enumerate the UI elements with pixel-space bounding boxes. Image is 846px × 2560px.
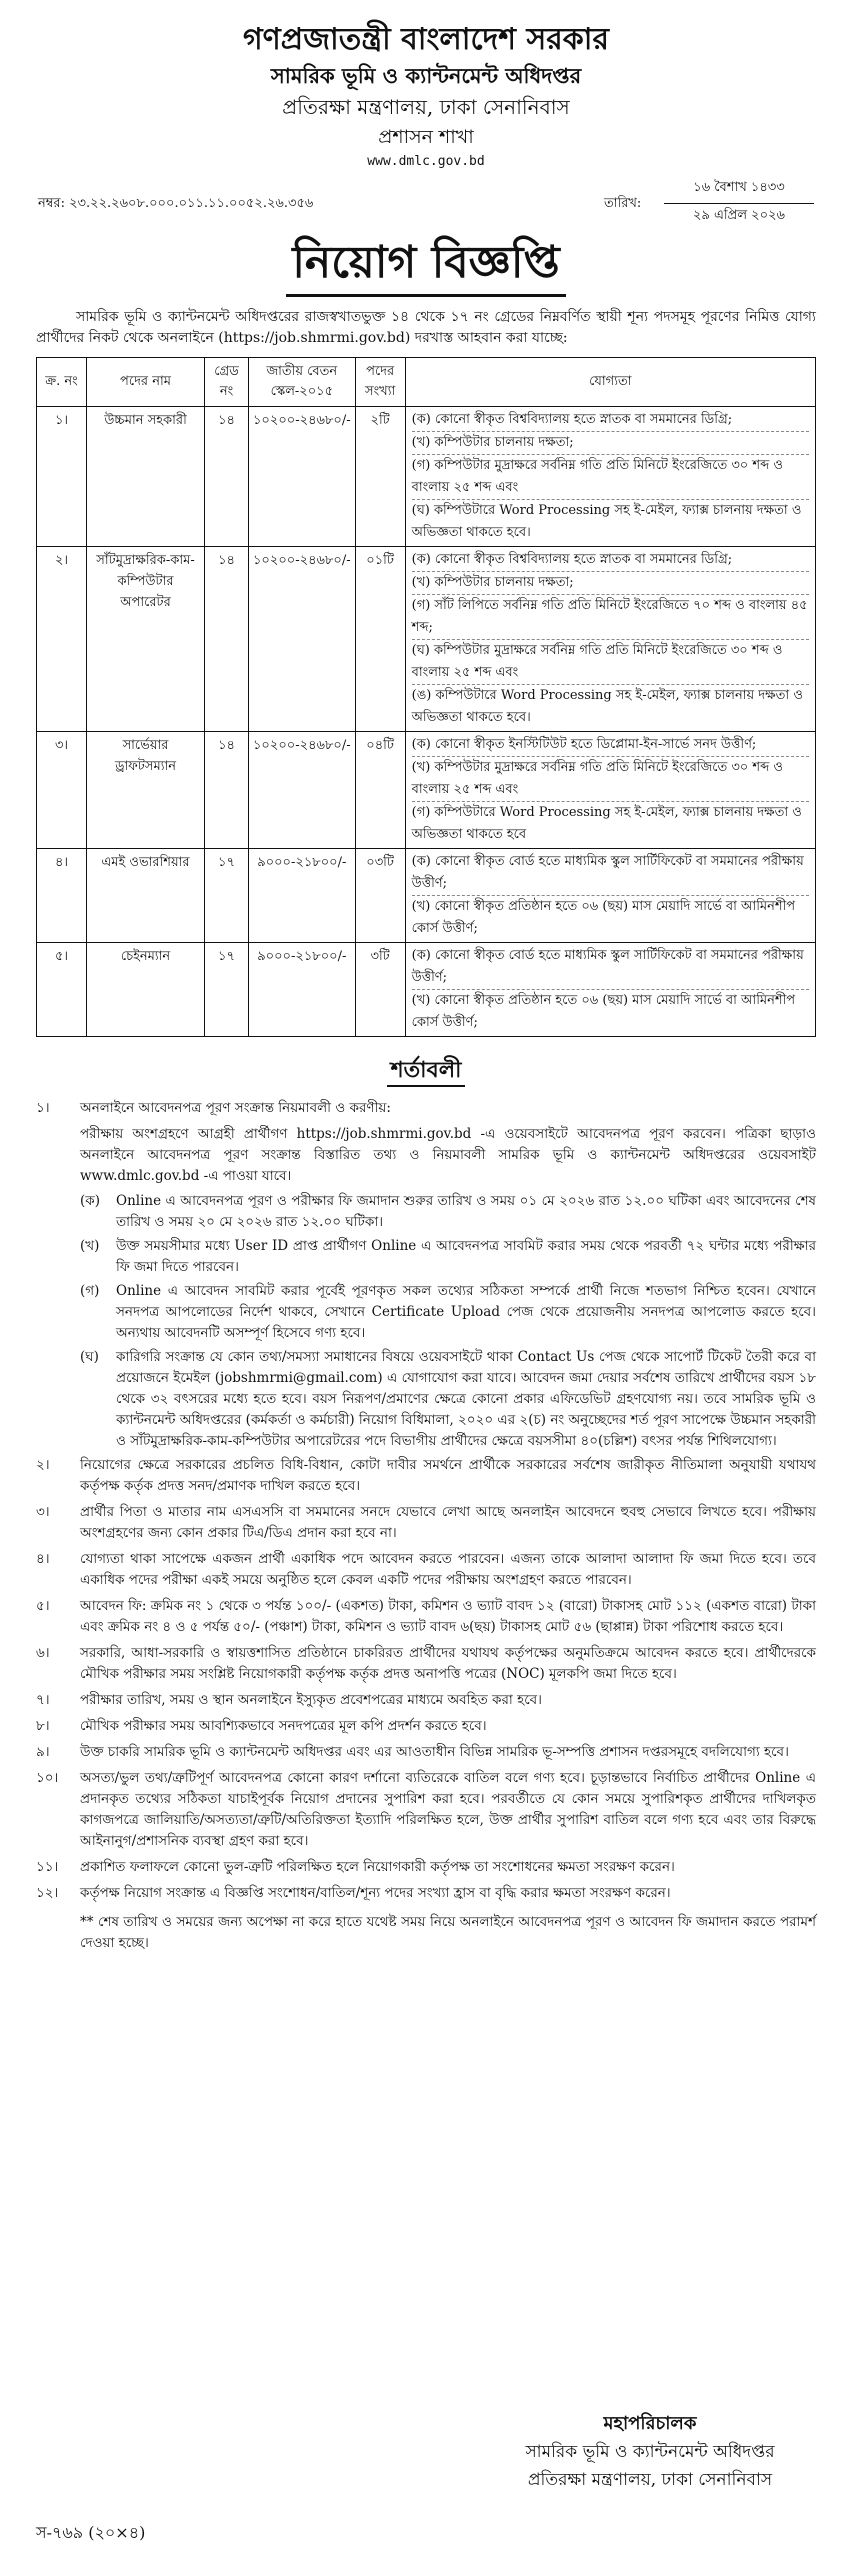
cell-grade: ১৪ — [205, 547, 249, 732]
posts-table — [36, 357, 816, 1037]
col-header-scale: জাতীয় বেতন স্কেল-২০১৫ — [249, 358, 356, 407]
qualification-line: (ক) কোনো স্বীকৃত বোর্ড হতে মাধ্যমিক স্কুল সার্টিফিকেট বা সমমানের পরীক্ষায় উত্তীর্ণ; — [411, 854, 804, 891]
cell-scale: ৯০০০-২১৮০০/- — [249, 849, 356, 943]
col-header-post: পদের নাম — [87, 358, 205, 407]
sub-condition — [80, 1191, 816, 1233]
cell-count: ৩টি — [355, 943, 405, 1037]
notice-title — [36, 234, 816, 297]
col-header-grade: গ্রেড নং — [205, 358, 249, 407]
cell-scale: ১০২০০-২৪৬৮০/- — [249, 732, 356, 849]
date-bangla: ১৬ বৈশাখ ১৪৩৩ — [664, 178, 814, 204]
reference-code: স-৭৬৯ (২০×৪) — [36, 2523, 146, 2542]
qualification-line: (খ) কম্পিউটার চালনায় দক্ষতা; — [412, 431, 809, 454]
cell-grade: ১৪ — [205, 732, 249, 849]
cell-post: চেইনম্যান — [87, 943, 205, 1037]
condition-item — [36, 1596, 816, 1638]
date-label: তারিখ: — [604, 196, 642, 211]
qualification-line: (ক) কোনো স্বীকৃত ইনস্টিটিউট হতে ডিপ্লোমা-ইন-সার্ভে সনদ উত্তীর্ণ; — [411, 737, 757, 752]
condition-item — [36, 1857, 816, 1878]
letterhead — [36, 20, 816, 172]
sub-condition-text: কারিগরি সংক্রান্ত যে কোন তথ্য/সমস্যা সমাধানের বিষয়ে ওয়েবসাইটে থাকা Contact Us পেজ থেকে সাপোর্ট টিকেট তৈরী করে বা প্রয়োজনে ইমেইল (jobshmrmi@gmail.com) এ যোগাযোগ করা যাবে। আবেদন জমা দেয়ার সর্বশেষ তারিখে প্রার্থীদের বয়স ১৮ থেকে ৩২ বৎসরের মধ্যে হতে হবে। বয়স নিরূপণ/প্রমাণের ক্ষেত্রে কোনো প্রকার এফিডেভিট গ্রহণযোগ্য নয়। তবে সামরিক ভূমি ও ক্যান্টনমেন্ট অধিদপ্তরের (কর্মকর্তা ও কর্মচারী) নিয়োগ বিধিমালা, ২০২০ এর ২(চ) নং অনুচ্ছেদের শর্ত পূরণ সাপেক্ষে উচ্চমান সহকারী ও সাঁটমুদ্রাক্ষরিক-কাম-কম্পিউটার অপারেটরের পদে বিভাগীয় প্রার্থীদের ক্ষেত্রে বয়সসীমা ৪০(চল্লিশ) বৎসর পর্যন্ত শিথিলযোগ্য। — [116, 1349, 816, 1449]
condition-text: উক্ত চাকরি সামরিক ভূমি ও ক্যান্টনমেন্ট অধিদপ্তর এবং এর আওতাধীন বিভিন্ন সামরিক ভূ-সম্পত্তি প্রশাসন দপ্তরসমূহে বদলিযোগ্য হবে। — [80, 1744, 789, 1760]
advisory-note: ** শেষ তারিখ ও সময়ের জন্য অপেক্ষা না করে হাতে যথেষ্ট সময় নিয়ে অনলাইনে আবেদনপত্র পূরণ ও আবেদন ফি জমাদান করতে পরামর্শ দেওয়া হচ্ছে। — [80, 1914, 816, 1951]
signatory-ministry: প্রতিরক্ষা মন্ত্রণালয়, ঢাকা সেনানিবাস — [527, 2470, 773, 2490]
table-row — [37, 732, 816, 849]
condition-number: ৯। — [36, 1744, 50, 1760]
condition-item — [36, 1690, 816, 1711]
qualification-line: (ক) কোনো স্বীকৃত বিশ্ববিদ্যালয় হতে স্নাতক বা সমমানের ডিগ্রি; — [411, 412, 733, 427]
sub-condition-text: Online এ আবেদন সাবমিট করার পূর্বেই পূরণকৃত সকল তথ্যের সঠিকতা সম্পর্কে প্রার্থী নিজে শতভাগ নিশ্চিত হবেন। যেখানে সনদপত্র আপলোডের নির্দেশ থাকবে, সেখানে Certificate Upload পেজ থেকে প্রয়োজনীয় সনদপত্র আপলোড করতে হবে। অন্যথায় আবেদনটি অসম্পূর্ণ হিসেবে গণ্য হবে। — [116, 1283, 816, 1341]
col-header-sl: ক্র. নং — [37, 358, 87, 407]
sub-condition-text: উক্ত সময়সীমার মধ্যে User ID প্রাপ্ত প্রার্থীগণ Online এ আবেদনপত্র সাবমিট করার সময় থেকে পরবর্তী ৭২ ঘন্টার মধ্যে পরীক্ষার ফি জমা দিতে পারবেন। — [116, 1238, 816, 1275]
col-header-qualification: যোগ্যতা — [405, 358, 815, 407]
cell-qualification — [405, 943, 815, 1037]
qualification-line: (ক) কোনো স্বীকৃত বোর্ড হতে মাধ্যমিক স্কুল সার্টিফিকেট বা সমমানের পরীক্ষায় উত্তীর্ণ; — [411, 948, 804, 985]
signatory-office: সামরিক ভূমি ও ক্যান্টনমেন্ট অধিদপ্তর — [525, 2442, 775, 2462]
condition-item — [36, 1455, 816, 1497]
sub-condition-number: (খ) — [80, 1238, 100, 1254]
section-name: প্রশাসন শাখা — [378, 126, 474, 148]
cell-sl: ২। — [37, 547, 87, 732]
qualification-line: (ক) কোনো স্বীকৃত বিশ্ববিদ্যালয় হতে স্নাতক বা সমমানের ডিগ্রি; — [411, 552, 733, 567]
cell-count: ২টি — [355, 407, 405, 547]
terms-heading — [36, 1053, 816, 1090]
condition-text: অনলাইনে আবেদনপত্র পূরণ সংক্রান্ত নিয়মাবলী ও করণীয়: — [80, 1100, 391, 1116]
directorate-name: সামরিক ভূমি ও ক্যান্টনমেন্ট অধিদপ্তর — [270, 63, 582, 88]
cell-sl: ৪। — [37, 849, 87, 943]
table-row — [37, 943, 816, 1037]
qualification-line: (গ) কম্পিউটার মুদ্রাক্ষরে সর্বনিম্ন গতি প্রতি মিনিটে ইংরেজিতে ৩০ শব্দ ও বাংলায় ২৫ শব্দ এবং — [412, 454, 809, 499]
condition-item — [36, 1643, 816, 1685]
condition-text: নিয়োগের ক্ষেত্রে সরকারের প্রচলিত বিধি-বিধান, কোটা দাবীর সমর্থনে প্রার্থীকে সরকারের সর্বশেষ জারীকৃত নীতিমালা অনুযায়ী যথাযথ কর্তৃপক্ষ কর্তৃক প্রদত্ত সনদ/প্রমাণক দাখিল করতে হবে। — [80, 1457, 816, 1494]
cell-sl: ১। — [37, 407, 87, 547]
cell-post: উচ্চমান সহকারী — [87, 407, 205, 547]
date-english: ২৯ এপ্রিল ২০২৬ — [693, 208, 785, 223]
cell-qualification — [405, 547, 815, 732]
condition-number: ৭। — [36, 1692, 50, 1708]
memo-line — [36, 172, 816, 232]
cell-qualification — [405, 732, 815, 849]
sub-condition-text: Online এ আবেদনপত্র পূরণ ও পরীক্ষার ফি জমাদান শুরুর তারিখ ও সময় ০১ মে ২০২৬ রাত ১২.০০ ঘটিকা এবং আবেদনের শেষ তারিখ ও সময় ২০ মে ২০২৬ রাত ১২.০০ ঘটিকা। — [116, 1193, 816, 1230]
memo-number: নম্বর: ২৩.২২.২৬০৮.০০০.০১১.১১.০০৫২.২৬.৩৫৬ — [38, 196, 314, 211]
cell-grade: ১৪ — [205, 407, 249, 547]
condition-text: প্রকাশিত ফলাফলে কোনো ভুল-ত্রুটি পরিলক্ষিত হলে নিয়োগকারী কর্তৃপক্ষ তা সংশোধনের ক্ষমতা সংরক্ষণ করেন। — [80, 1859, 675, 1875]
condition-number: ১০। — [36, 1770, 59, 1786]
condition-number: ৮। — [36, 1718, 50, 1734]
qualification-line: (খ) কম্পিউটার চালনায় দক্ষতা; — [412, 571, 809, 594]
terms-heading-text: শর্তাবলী — [387, 1057, 466, 1087]
qualification-line: (ঙ) কম্পিউটারে Word Processing সহ ই-মেইল, ফ্যাক্স চালনায় দক্ষতা ও অভিজ্ঞতা থাকতে হবে। — [412, 684, 809, 729]
government-name: গণপ্রজাতন্ত্রী বাংলাদেশ সরকার — [243, 22, 609, 57]
condition-text: কর্তৃপক্ষ নিয়োগ সংক্রান্ত এ বিজ্ঞপ্তি সংশোধন/বাতিল/শূন্য পদের সংখ্যা হ্রাস বা বৃদ্ধি করার ক্ষমতা সংরক্ষণ করেন। — [80, 1885, 671, 1901]
condition-number: ৪। — [36, 1551, 50, 1567]
sub-condition — [80, 1347, 816, 1452]
signature-block — [490, 2410, 810, 2494]
condition-number: ৬। — [36, 1645, 50, 1661]
condition-number: ১। — [36, 1100, 50, 1116]
condition-item — [36, 1716, 816, 1737]
cell-grade: ১৭ — [205, 943, 249, 1037]
condition-number: ৫। — [36, 1598, 50, 1614]
condition-item — [36, 1502, 816, 1544]
sub-condition-number: (ঘ) — [80, 1349, 99, 1365]
condition-text: সরকারি, আধা-সরকারি ও স্বায়ত্তশাসিত প্রতিষ্ঠানে চাকরিরত প্রার্থীদের যথাযথ কর্তৃপক্ষের অনুমতিক্রমে আবেদন করতে হবে। প্রার্থীদেরকে মৌখিক পরীক্ষার সময় সংশ্লিষ্ট নিয়োগকারী কর্তৃপক্ষ কর্তৃক প্রদত্ত অনাপত্তি পত্রের (NOC) মূলকপি জমা দিতে হবে। — [80, 1645, 816, 1682]
sub-condition — [80, 1236, 816, 1278]
website-link[interactable]: www.dmlc.gov.bd — [367, 154, 485, 169]
condition-paragraph: পরীক্ষায় অংশগ্রহণে আগ্রহী প্রার্থীগণ https://job.shmrmi.gov.bd -এ ওয়েবসাইটে আবেদনপত্র পূরণ করবেন। পত্রিকা ছাড়াও অনলাইনে আবেদনপত্র পূরণ সংক্রান্ত বিস্তারিত তথ্য ও নিয়মাবলী সামরিক ভূমি ও ক্যান্টনমেন্ট অধিদপ্তরের ওয়েবসাইট www.dmlc.gov.bd -এ পাওয়া যাবে। — [80, 1126, 816, 1184]
qualification-line: (খ) কোনো স্বীকৃত প্রতিষ্ঠান হতে ০৬ (ছয়) মাস মেয়াদি সার্ভে বা আমিনশীপ কোর্স উত্তীর্ণ; — [412, 895, 809, 940]
qualification-line: (ঘ) কম্পিউটারে Word Processing সহ ই-মেইল, ফ্যাক্স চালনায় দক্ষতা ও অভিজ্ঞতা থাকতে হবে। — [412, 499, 809, 544]
condition-text: প্রার্থীর পিতা ও মাতার নাম এসএসসি বা সমমানের সনদে যেভাবে লেখা আছে অনলাইন আবেদনে হুবহু সেভাবে লিখতে হবে। পরীক্ষায় অংশগ্রহণের জন্য কোন প্রকার টিএ/ডিএ প্রদান করা হবে না। — [80, 1504, 816, 1541]
cell-scale: ১০২০০-২৪৬৮০/- — [249, 547, 356, 732]
cell-post: সার্ভেয়ার ড্রাফটসম্যান — [87, 732, 205, 849]
ministry-name: প্রতিরক্ষা মন্ত্রণালয়, ঢাকা সেনানিবাস — [282, 95, 570, 119]
cell-scale: ১০২০০-২৪৬৮০/- — [249, 407, 356, 547]
condition-number: ১১। — [36, 1859, 59, 1875]
condition-number: ৩। — [36, 1504, 50, 1520]
notice-title-text: নিয়োগ বিজ্ঞপ্তি — [286, 234, 565, 297]
cell-count: ০৩টি — [355, 849, 405, 943]
qualification-line: (গ) কম্পিউটারে Word Processing সহ ই-মেইল, ফ্যাক্স চালনায় দক্ষতা ও অভিজ্ঞতা থাকতে হবে — [412, 801, 809, 846]
cell-sl: ৫। — [37, 943, 87, 1037]
cell-post: এমই ওভারশিয়ার — [87, 849, 205, 943]
condition-item — [36, 1549, 816, 1591]
sub-condition — [80, 1281, 816, 1344]
qualification-line: (খ) কোনো স্বীকৃত প্রতিষ্ঠান হতে ০৬ (ছয়) মাস মেয়াদি সার্ভে বা আমিনশীপ কোর্স উত্তীর্ণ; — [412, 989, 809, 1034]
condition-number: ১২। — [36, 1885, 59, 1901]
qualification-line: (খ) কম্পিউটার মুদ্রাক্ষরে সর্বনিম্ন গতি প্রতি মিনিটে ইংরেজিতে ৩০ শব্দ ও বাংলায় ২৫ শব্দ এবং — [412, 756, 809, 801]
table-header-row — [37, 358, 816, 407]
cell-scale: ৯০০০-২১৮০০/- — [249, 943, 356, 1037]
condition-text: মৌখিক পরীক্ষার সময় আবশ্যিকভাবে সনদপত্রের মূল কপি প্রদর্শন করতে হবে। — [80, 1718, 487, 1734]
condition-item — [36, 1742, 816, 1763]
condition-item — [36, 1883, 816, 1904]
cell-qualification — [405, 849, 815, 943]
qualification-line: (ঘ) কম্পিউটার মুদ্রাক্ষরে সর্বনিম্ন গতি প্রতি মিনিটে ইংরেজিতে ৩০ শব্দ ও বাংলায় ২৫ শব্দ এবং — [412, 639, 809, 684]
cell-post: সাঁটমুদ্রাক্ষরিক-কাম-কম্পিউটার অপারেটর — [87, 547, 205, 732]
condition-number: ২। — [36, 1457, 50, 1473]
sub-condition-number: (ক) — [80, 1193, 100, 1209]
condition-text: পরীক্ষার তারিখ, সময় ও স্থান অনলাইনে ইস্যুকৃত প্রবেশপত্রের মাধ্যমে অবহিত করা হবে। — [80, 1692, 542, 1708]
condition-item — [36, 1098, 816, 1119]
table-row — [37, 849, 816, 943]
intro-paragraph: সামরিক ভূমি ও ক্যান্টনমেন্ট অধিদপ্তরের রাজস্বখাতভুক্ত ১৪ থেকে ১৭ নং গ্রেডের নিম্নবর্ণিত স্থায়ী শূন্য পদসমূহ পূরণের নিমিত্ত যোগ্য প্রার্থীদের নিকট থেকে অনলাইনে (https://job.shmrmi.gov.bd) দরখাস্ত আহবান করা যাচ্ছে: — [36, 309, 816, 346]
cell-count: ০৪টি — [355, 732, 405, 849]
cell-qualification — [405, 407, 815, 547]
condition-text: অসত্য/ভুল তথ্য/ত্রুটিপূর্ণ আবেদনপত্র কোনো কারণ দর্শানো ব্যতিরেকে বাতিল বলে গণ্য হবে। চূড়ান্তভাবে নির্বাচিত প্রার্থীদের Online এ প্রদানকৃত তথ্যের সঠিকতা যাচাইপূর্বক নিয়োগ প্রদানের সুপারিশ করা হবে। পরবর্তীতে যে কোন সময়ে সুপারিশকৃত প্রার্থীদের দাখিলকৃত কাগজপত্রে জালিয়াতি/অসত্যতা/ত্রুটি/অতিরিক্ততা ইত্যাদি পরিলক্ষিত হলে, উক্ত প্রার্থীর সুপারিশ বাতিল বলে গণ্য হবে এবং তার বিরুদ্ধে আইনানুগ/প্রশাসনিক ব্যবস্থা গ্রহণ করা হবে। — [80, 1770, 816, 1849]
sub-condition-number: (গ) — [80, 1283, 100, 1299]
condition-text: যোগ্যতা থাকা সাপেক্ষে একজন প্রার্থী একাধিক পদে আবেদন করতে পারবেন। এজন্য তাকে আলাদা আলাদা ফি জমা দিতে হবে। তবে একাধিক পদের পরীক্ষা একই সময়ে অনুষ্ঠিত হলে কেবল একটি পদের পরীক্ষায় অংশগ্রহণ করতে পারবেন। — [80, 1551, 816, 1588]
condition-text: আবেদন ফি: ক্রমিক নং ১ থেকে ৩ পর্যন্ত ১০০/- (একশত) টাকা, কমিশন ও ভ্যাট বাবদ ১২ (বারো) টাকাসহ মোট ১১২ (একশত বারো) টাকা এবং ক্রমিক নং ৪ ও ৫ পর্যন্ত ৫০/- (পঞ্চাশ) টাকা, কমিশন ও ভ্যাট বাবদ ৬(ছয়) টাকাসহ মোট ৫৬ (ছাপ্পান্ন) টাকা পরিশোধ করতে হবে। — [80, 1598, 816, 1635]
cell-sl: ৩। — [37, 732, 87, 849]
col-header-count: পদের সংখ্যা — [355, 358, 405, 407]
cell-count: ০১টি — [355, 547, 405, 732]
table-row — [37, 407, 816, 547]
qualification-line: (গ) সাঁট লিপিতে সর্বনিম্ন গতি প্রতি মিনিটে ইংরেজিতে ৭০ শব্দ ও বাংলায় ৪৫ শব্দ; — [412, 594, 809, 639]
table-row — [37, 547, 816, 732]
cell-grade: ১৭ — [205, 849, 249, 943]
condition-item — [36, 1768, 816, 1852]
signatory-title: মহাপরিচালক — [603, 2413, 697, 2434]
